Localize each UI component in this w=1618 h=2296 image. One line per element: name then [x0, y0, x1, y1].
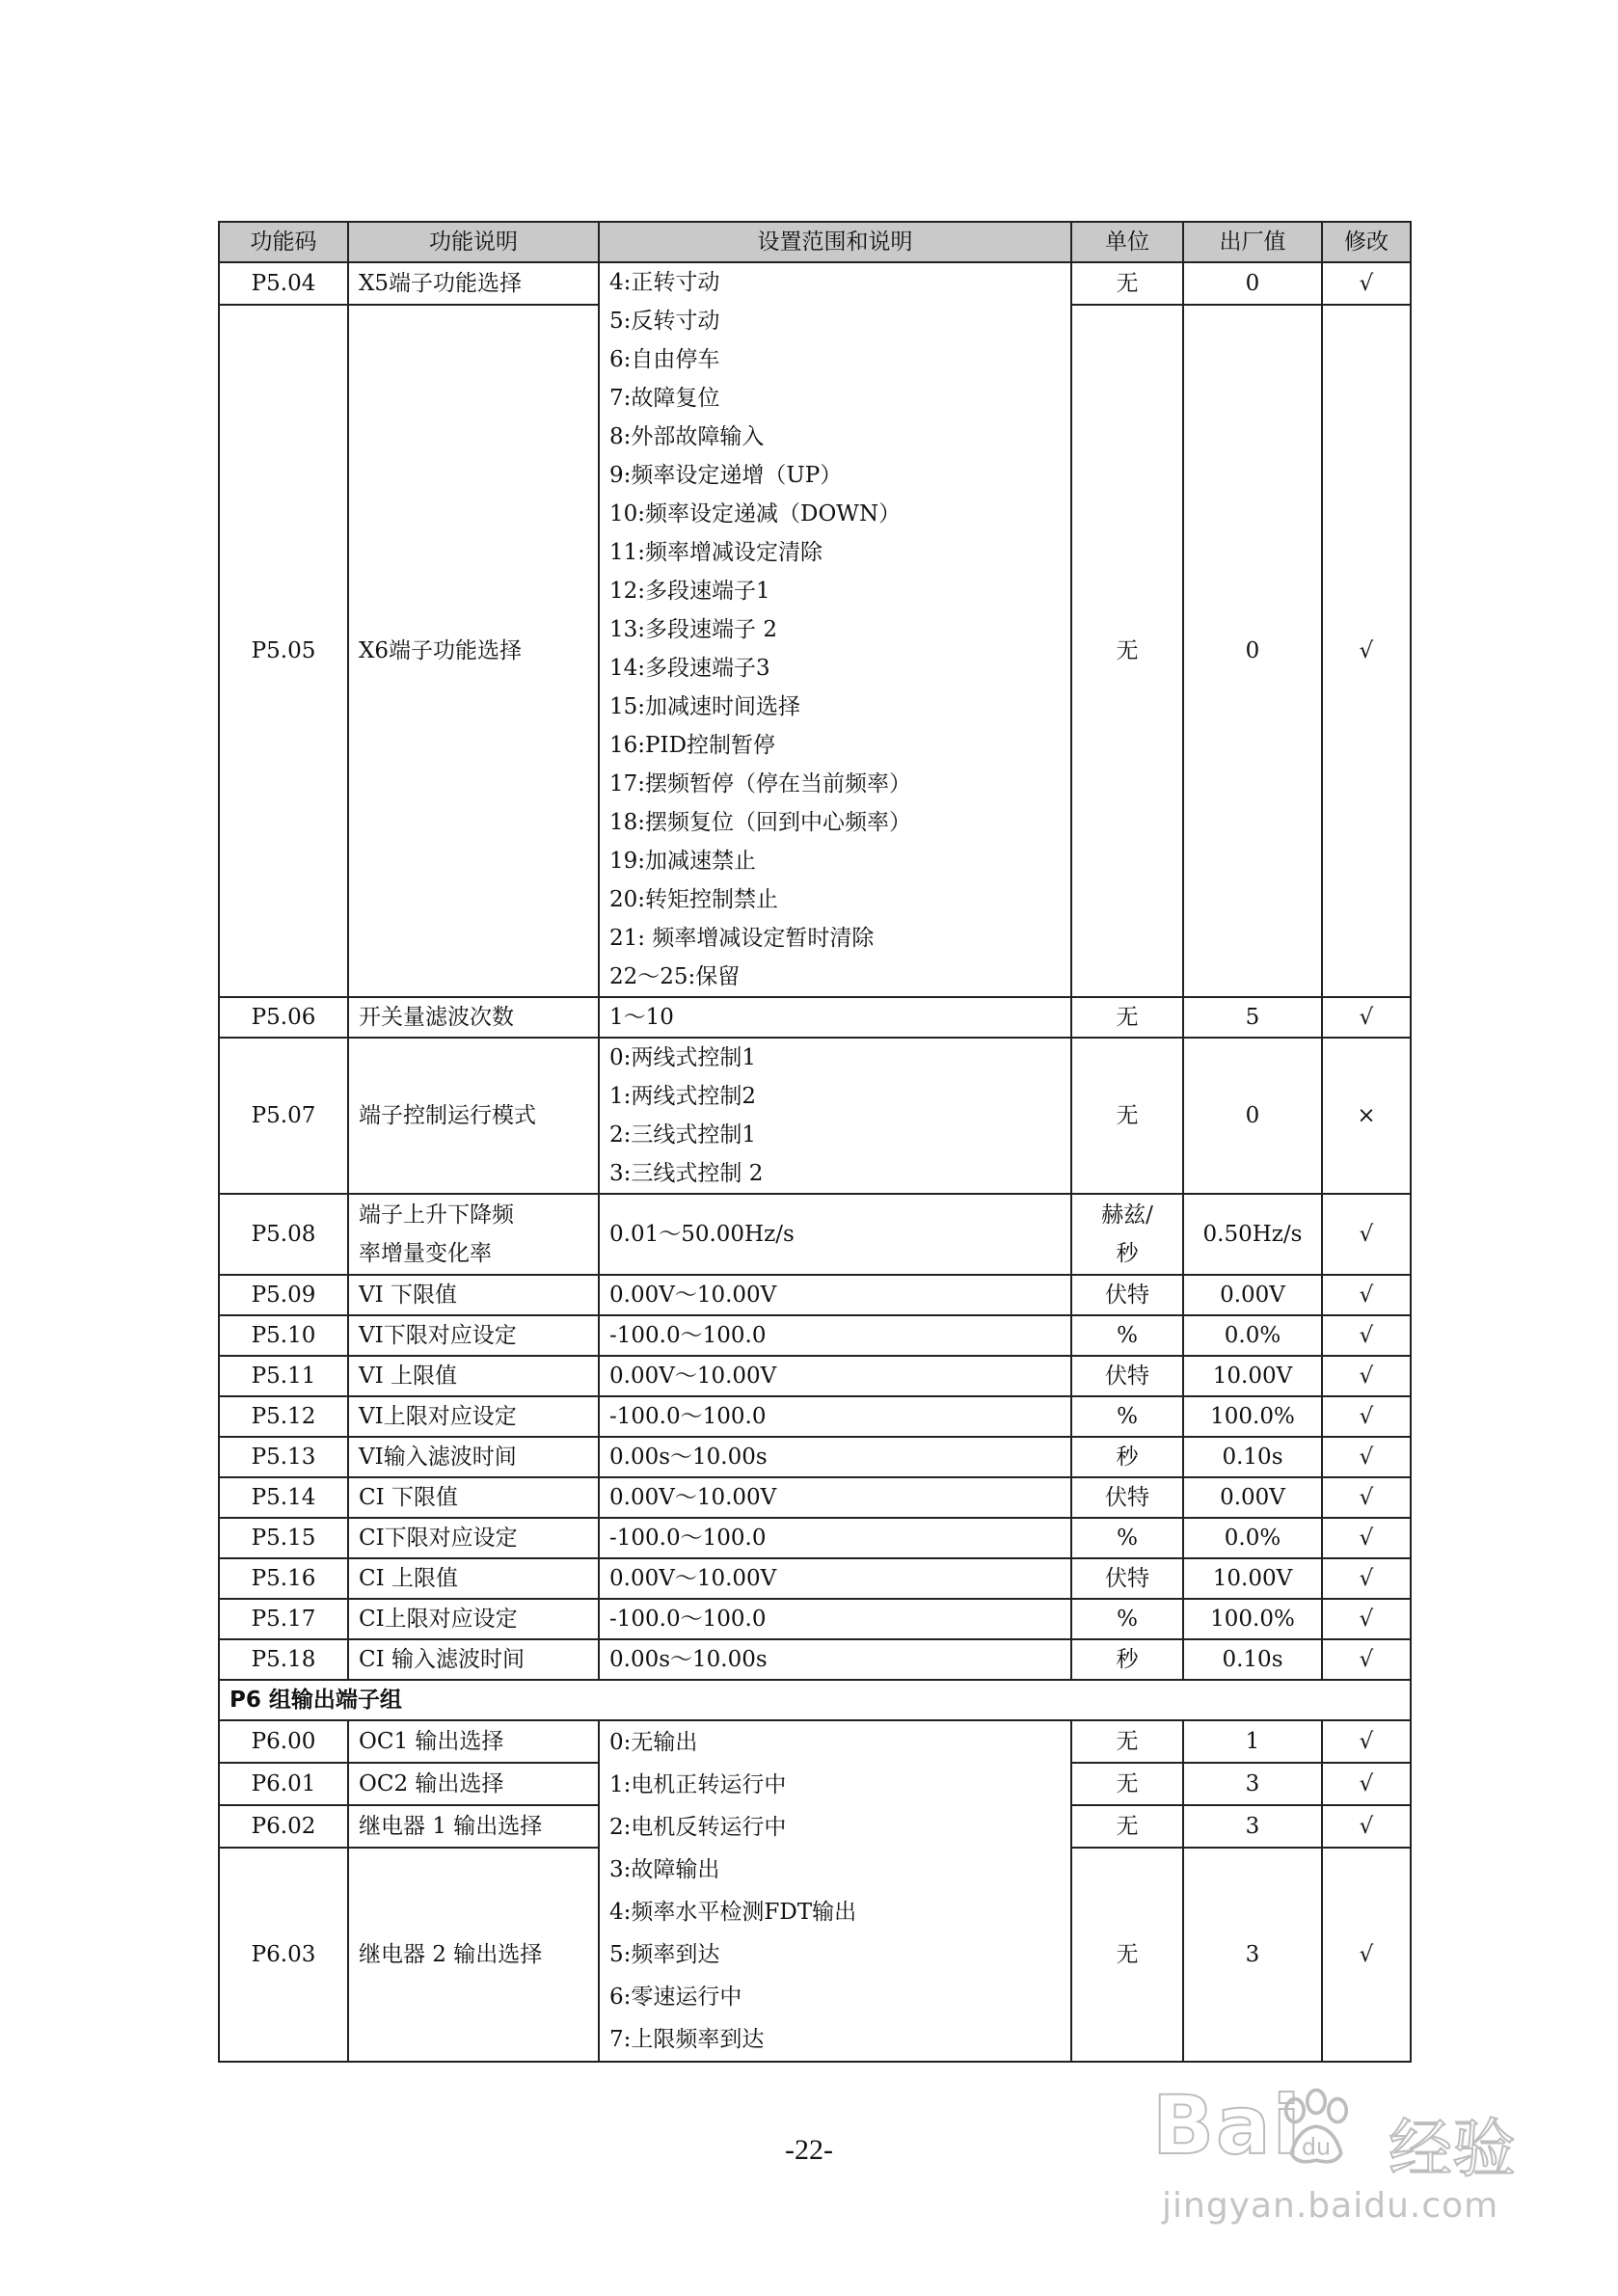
section-title-p6: P6 组输出端子组	[219, 1680, 1411, 1720]
param-modify: √	[1322, 1558, 1411, 1599]
table-row	[219, 1396, 1411, 1437]
option-line: 4:频率水平检测FDT输出	[609, 1900, 857, 1925]
param-unit: %	[1071, 1396, 1183, 1437]
param-default: 10.00V	[1183, 1356, 1322, 1396]
header-unit: 单位	[1071, 222, 1183, 262]
option-line: 3:故障输出	[609, 1857, 720, 1882]
table-row	[219, 1720, 1411, 1763]
terminal-function-options	[599, 262, 1071, 997]
param-range: -100.0～100.0	[599, 1315, 1071, 1356]
param-modify: √	[1322, 1639, 1411, 1680]
param-name: X5端子功能选择	[348, 262, 599, 305]
param-unit	[1071, 1194, 1183, 1275]
param-default: 0.0%	[1183, 1315, 1322, 1356]
param-name	[348, 1194, 599, 1275]
param-default: 1	[1183, 1720, 1322, 1763]
param-modify: √	[1322, 1477, 1411, 1518]
param-name: VI下限对应设定	[348, 1315, 599, 1356]
param-code: P5.18	[219, 1639, 348, 1680]
header-modify: 修改	[1322, 222, 1411, 262]
param-unit: 无	[1071, 262, 1183, 305]
option-line: 2:三线式控制1	[609, 1122, 757, 1148]
param-range: 0.00V～10.00V	[599, 1558, 1071, 1599]
param-unit: 伏特	[1071, 1477, 1183, 1518]
param-unit: %	[1071, 1315, 1183, 1356]
table-row	[219, 1275, 1411, 1315]
param-default: 5	[1183, 997, 1322, 1038]
param-modify: √	[1322, 1396, 1411, 1437]
param-name-line: 端子上升下降频	[359, 1202, 514, 1228]
param-code: P6.02	[219, 1805, 348, 1848]
watermark-brand: Bai	[1152, 2078, 1303, 2173]
param-modify: √	[1322, 1275, 1411, 1315]
param-default: 0.0%	[1183, 1518, 1322, 1558]
param-code: P5.17	[219, 1599, 348, 1639]
param-default: 100.0%	[1183, 1599, 1322, 1639]
param-unit: %	[1071, 1599, 1183, 1639]
table-row	[219, 1599, 1411, 1639]
param-modify: √	[1322, 1437, 1411, 1477]
param-name: CI 输入滤波时间	[348, 1639, 599, 1680]
option-line: 12:多段速端子1	[609, 579, 770, 604]
param-code: P6.00	[219, 1720, 348, 1763]
param-range: 0.00s～10.00s	[599, 1639, 1071, 1680]
param-unit: 无	[1071, 1720, 1183, 1763]
param-default: 3	[1183, 1848, 1322, 2062]
param-code: P5.09	[219, 1275, 348, 1315]
param-modify: √	[1322, 1518, 1411, 1558]
param-name: VI 上限值	[348, 1356, 599, 1396]
param-default: 0	[1183, 305, 1322, 997]
table-row	[219, 1194, 1411, 1275]
param-unit-line: 赫兹/	[1101, 1202, 1153, 1228]
option-line: 19:加减速禁止	[609, 849, 757, 874]
param-unit: 秒	[1071, 1639, 1183, 1680]
param-unit: 无	[1071, 997, 1183, 1038]
param-name: VI上限对应设定	[348, 1396, 599, 1437]
param-default: 10.00V	[1183, 1558, 1322, 1599]
param-code: P5.08	[219, 1194, 348, 1275]
param-default: 0.00V	[1183, 1477, 1322, 1518]
param-code: P5.07	[219, 1038, 348, 1194]
page-number: -22-	[785, 2134, 833, 2166]
table-row	[219, 1558, 1411, 1599]
param-code: P5.06	[219, 997, 348, 1038]
param-name: CI 下限值	[348, 1477, 599, 1518]
param-code: P5.10	[219, 1315, 348, 1356]
param-modify: √	[1322, 1763, 1411, 1805]
param-code: P6.03	[219, 1848, 348, 2062]
param-default: 3	[1183, 1805, 1322, 1848]
param-modify: √	[1322, 997, 1411, 1038]
param-name: CI 上限值	[348, 1558, 599, 1599]
option-line: 7:故障复位	[609, 386, 720, 411]
table-row	[219, 1518, 1411, 1558]
param-code: P5.11	[219, 1356, 348, 1396]
param-name-line: 率增量变化率	[359, 1241, 492, 1266]
table-row	[219, 1477, 1411, 1518]
param-unit: 伏特	[1071, 1275, 1183, 1315]
param-code: P5.05	[219, 305, 348, 997]
param-name: CI下限对应设定	[348, 1518, 599, 1558]
param-default: 0	[1183, 262, 1322, 305]
param-code: P5.04	[219, 262, 348, 305]
param-modify: √	[1322, 1315, 1411, 1356]
param-unit: 秒	[1071, 1437, 1183, 1477]
section-row	[219, 1680, 1411, 1720]
param-default: 0.00V	[1183, 1275, 1322, 1315]
option-line: 4:正转寸动	[609, 270, 720, 295]
param-code: P5.13	[219, 1437, 348, 1477]
param-unit: %	[1071, 1518, 1183, 1558]
param-name: 继电器 2 输出选择	[348, 1848, 599, 2062]
table-row	[219, 997, 1411, 1038]
param-modify: √	[1322, 1194, 1411, 1275]
baidu-paw-icon	[1272, 2084, 1361, 2173]
param-name: VI输入滤波时间	[348, 1437, 599, 1477]
param-name: CI上限对应设定	[348, 1599, 599, 1639]
table-header-row	[219, 222, 1411, 262]
option-line: 21: 频率增减设定暂时清除	[609, 926, 875, 951]
param-unit: 无	[1071, 305, 1183, 997]
parameter-table	[218, 221, 1412, 2063]
header-default: 出厂值	[1183, 222, 1322, 262]
option-line: 7:上限频率到达	[609, 2027, 765, 2052]
watermark-brand-cn: 经验	[1389, 2112, 1516, 2186]
option-line: 10:频率设定递减（DOWN）	[609, 501, 902, 527]
option-line: 16:PID控制暂停	[609, 733, 776, 758]
param-modify: √	[1322, 1720, 1411, 1763]
param-name: OC1 输出选择	[348, 1720, 599, 1763]
param-modify: √	[1322, 305, 1411, 997]
option-line: 0:两线式控制1	[609, 1045, 757, 1070]
param-default: 3	[1183, 1763, 1322, 1805]
param-unit: 伏特	[1071, 1356, 1183, 1396]
option-line: 6:自由停车	[609, 347, 720, 372]
table-row	[219, 262, 1411, 305]
param-code: P5.15	[219, 1518, 348, 1558]
param-modify: √	[1322, 1356, 1411, 1396]
param-unit-line: 秒	[1116, 1241, 1139, 1266]
param-range: 1～10	[599, 997, 1071, 1038]
param-range: -100.0～100.0	[599, 1599, 1071, 1639]
param-range: -100.0～100.0	[599, 1396, 1071, 1437]
option-line: 3:三线式控制 2	[609, 1161, 764, 1186]
header-function: 功能说明	[348, 222, 599, 262]
param-range: 0.00V～10.00V	[599, 1275, 1071, 1315]
param-name: 开关量滤波次数	[348, 997, 599, 1038]
param-name: 端子控制运行模式	[348, 1038, 599, 1194]
param-unit: 无	[1071, 1763, 1183, 1805]
table-row	[219, 1038, 1411, 1194]
table-row	[219, 1639, 1411, 1680]
header-range: 设置范围和说明	[599, 222, 1071, 262]
param-unit: 无	[1071, 1038, 1183, 1194]
option-line: 17:摆频暂停（停在当前频率）	[609, 771, 912, 797]
param-default: 100.0%	[1183, 1396, 1322, 1437]
param-range: 0.01～50.00Hz/s	[599, 1194, 1071, 1275]
param-default: 0	[1183, 1038, 1322, 1194]
param-modify: √	[1322, 1805, 1411, 1848]
option-line: 0:无输出	[609, 1730, 698, 1755]
option-line: 2:电机反转运行中	[609, 1815, 787, 1840]
param-code: P6.01	[219, 1763, 348, 1805]
param-default: 0.10s	[1183, 1437, 1322, 1477]
param-modify: √	[1322, 1848, 1411, 2062]
header-code: 功能码	[219, 222, 348, 262]
control-mode-options	[599, 1038, 1071, 1194]
option-line: 13:多段速端子 2	[609, 617, 777, 642]
param-name: VI 下限值	[348, 1275, 599, 1315]
option-line: 18:摆频复位（回到中心频率）	[609, 810, 912, 835]
option-line: 5:频率到达	[609, 1942, 720, 1967]
param-code: P5.14	[219, 1477, 348, 1518]
option-line: 15:加减速时间选择	[609, 694, 801, 719]
param-code: P5.12	[219, 1396, 348, 1437]
param-unit: 伏特	[1071, 1558, 1183, 1599]
param-unit: 无	[1071, 1848, 1183, 2062]
watermark-url: jingyan.baidu.com	[1162, 2186, 1499, 2226]
param-name: OC2 输出选择	[348, 1763, 599, 1805]
param-name: 继电器 1 输出选择	[348, 1805, 599, 1848]
param-name: X6端子功能选择	[348, 305, 599, 997]
option-line: 1:两线式控制2	[609, 1084, 757, 1109]
option-line: 1:电机正转运行中	[609, 1772, 787, 1797]
param-modify: ×	[1322, 1038, 1411, 1194]
table-row	[219, 1437, 1411, 1477]
option-line: 22～25:保留	[609, 964, 741, 989]
option-line: 14:多段速端子3	[609, 656, 770, 681]
baidu-jingyan-watermark	[1152, 2078, 1557, 2232]
param-code: P5.16	[219, 1558, 348, 1599]
option-line: 6:零速运行中	[609, 1985, 742, 2010]
svg-text:du: du	[1301, 2133, 1332, 2161]
param-default: 0.50Hz/s	[1183, 1194, 1322, 1275]
option-line: 11:频率增减设定清除	[609, 540, 823, 565]
option-line: 5:反转寸动	[609, 309, 720, 334]
output-function-options	[599, 1720, 1071, 2062]
table-row	[219, 1356, 1411, 1396]
param-modify: √	[1322, 1599, 1411, 1639]
option-line: 20:转矩控制禁止	[609, 887, 779, 912]
param-default: 0.10s	[1183, 1639, 1322, 1680]
param-range: 0.00V～10.00V	[599, 1477, 1071, 1518]
param-range: -100.0～100.0	[599, 1518, 1071, 1558]
param-range: 0.00s～10.00s	[599, 1437, 1071, 1477]
param-unit: 无	[1071, 1805, 1183, 1848]
param-range: 0.00V～10.00V	[599, 1356, 1071, 1396]
table-row	[219, 1315, 1411, 1356]
param-modify: √	[1322, 262, 1411, 305]
option-line: 8:外部故障输入	[609, 424, 765, 449]
option-line: 9:频率设定递增（UP）	[609, 463, 843, 488]
